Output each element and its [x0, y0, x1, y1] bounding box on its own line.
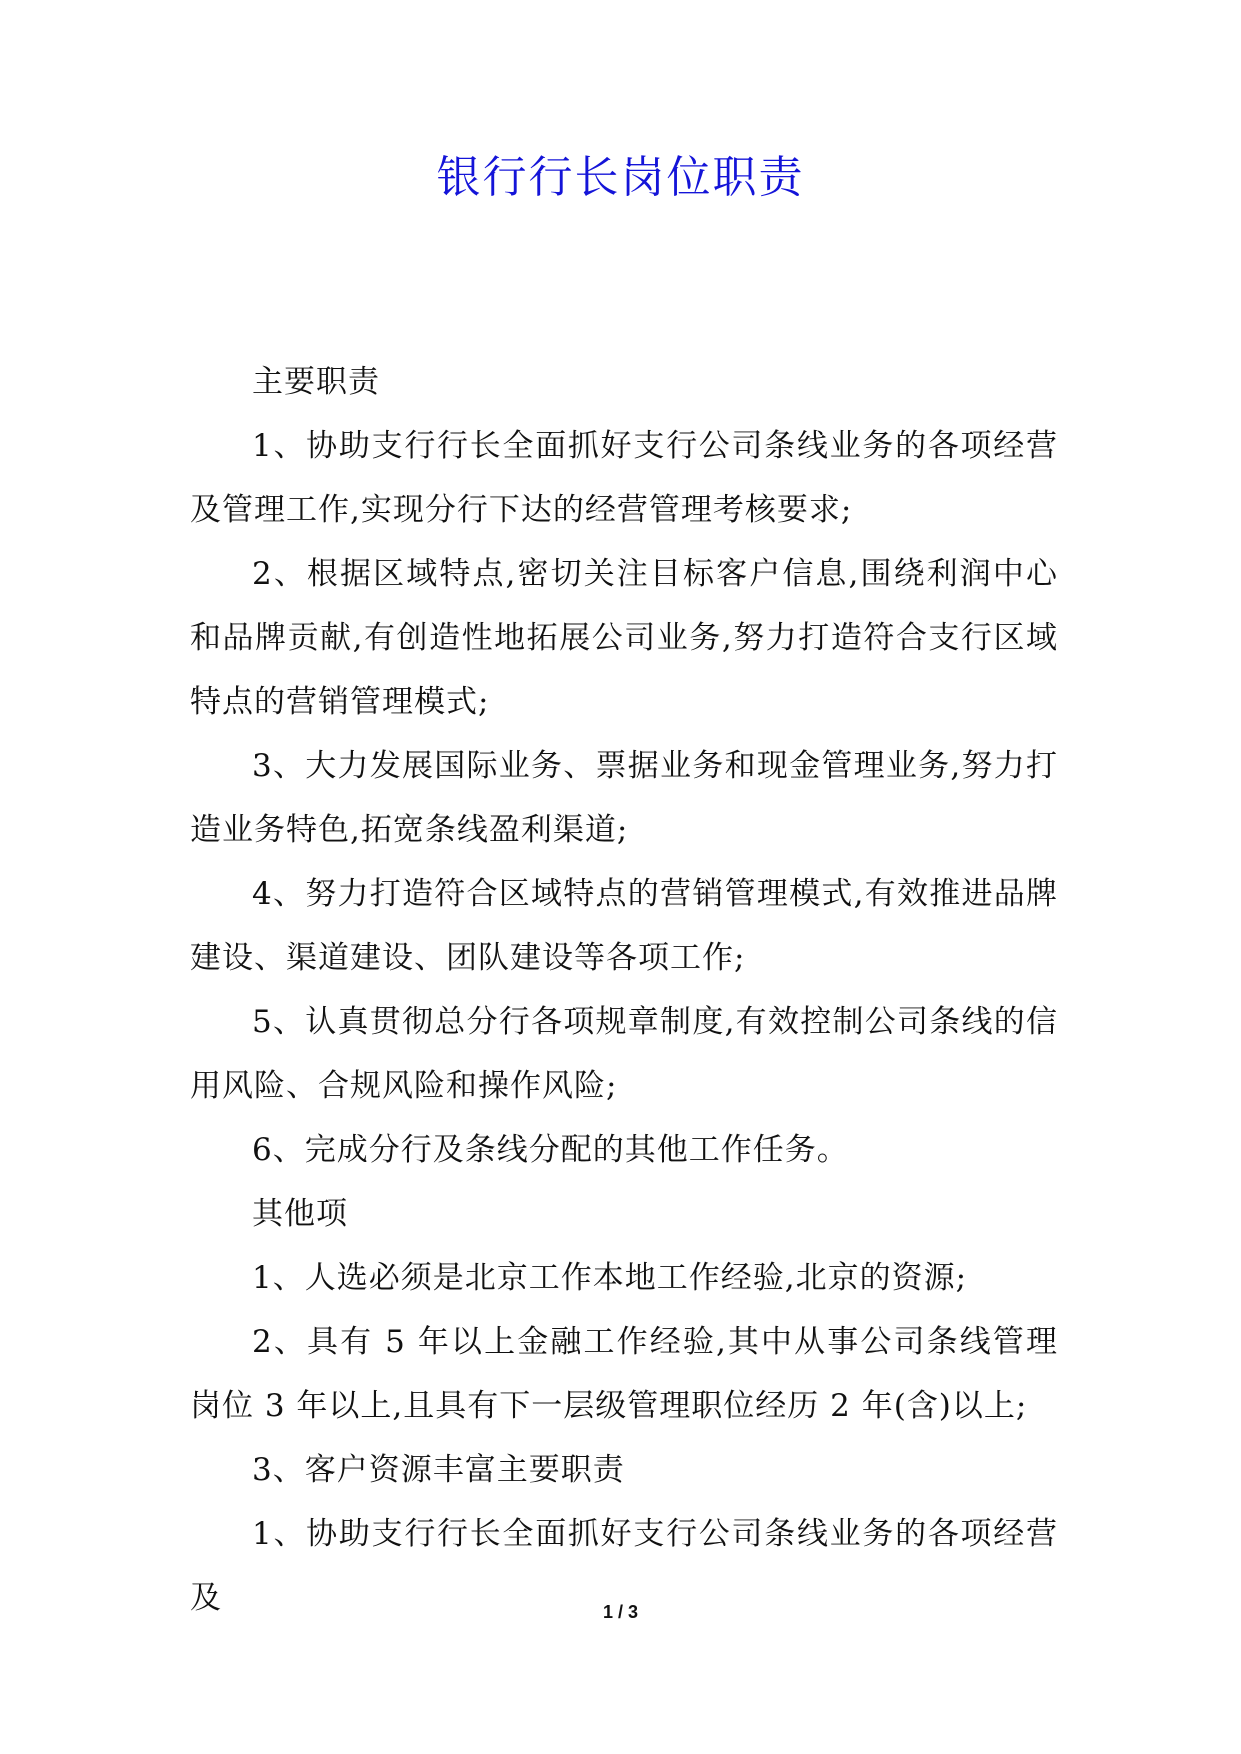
- paragraph: 1、协助支行行长全面抓好支行公司条线业务的各项经营及: [190, 1516, 1058, 1616]
- paragraph: 2、根据区域特点,密切关注目标客户信息,围绕利润中心和品牌贡献,有创造性地拓展公司业务,努力打造符合支行区域特点的营销管理模式;: [190, 556, 1058, 720]
- section-heading-main-duties: 主要职责: [252, 364, 380, 400]
- paragraph: 4、努力打造符合区域特点的营销管理模式,有效推进品牌建设、渠道建设、团队建设等各项工作;: [190, 876, 1058, 976]
- paragraph: 1、协助支行行长全面抓好支行公司条线业务的各项经营及管理工作,实现分行下达的经营管理考核要求;: [190, 428, 1058, 528]
- paragraph: 5、认真贯彻总分行各项规章制度,有效控制公司条线的信用风险、合规风险和操作风险;: [190, 1004, 1058, 1104]
- document-body: [190, 350, 1058, 1630]
- section-heading-other: 其他项: [252, 1196, 348, 1232]
- page-number: 1 / 3: [602, 1602, 639, 1622]
- paragraph: 3、客户资源丰富主要职责: [252, 1452, 625, 1488]
- paragraph: 2、具有 5 年以上金融工作经验,其中从事公司条线管理岗位 3 年以上,且具有下一层级管理职位经历 2 年(含)以上;: [190, 1324, 1058, 1424]
- paragraph: 3、大力发展国际业务、票据业务和现金管理业务,努力打造业务特色,拓宽条线盈利渠道;: [190, 748, 1058, 848]
- document-title: 银行行长岗位职责: [436, 152, 805, 203]
- paragraph: 6、完成分行及条线分配的其他工作任务。: [252, 1132, 849, 1168]
- paragraph: 1、人选必须是北京工作本地工作经验,北京的资源;: [252, 1260, 968, 1296]
